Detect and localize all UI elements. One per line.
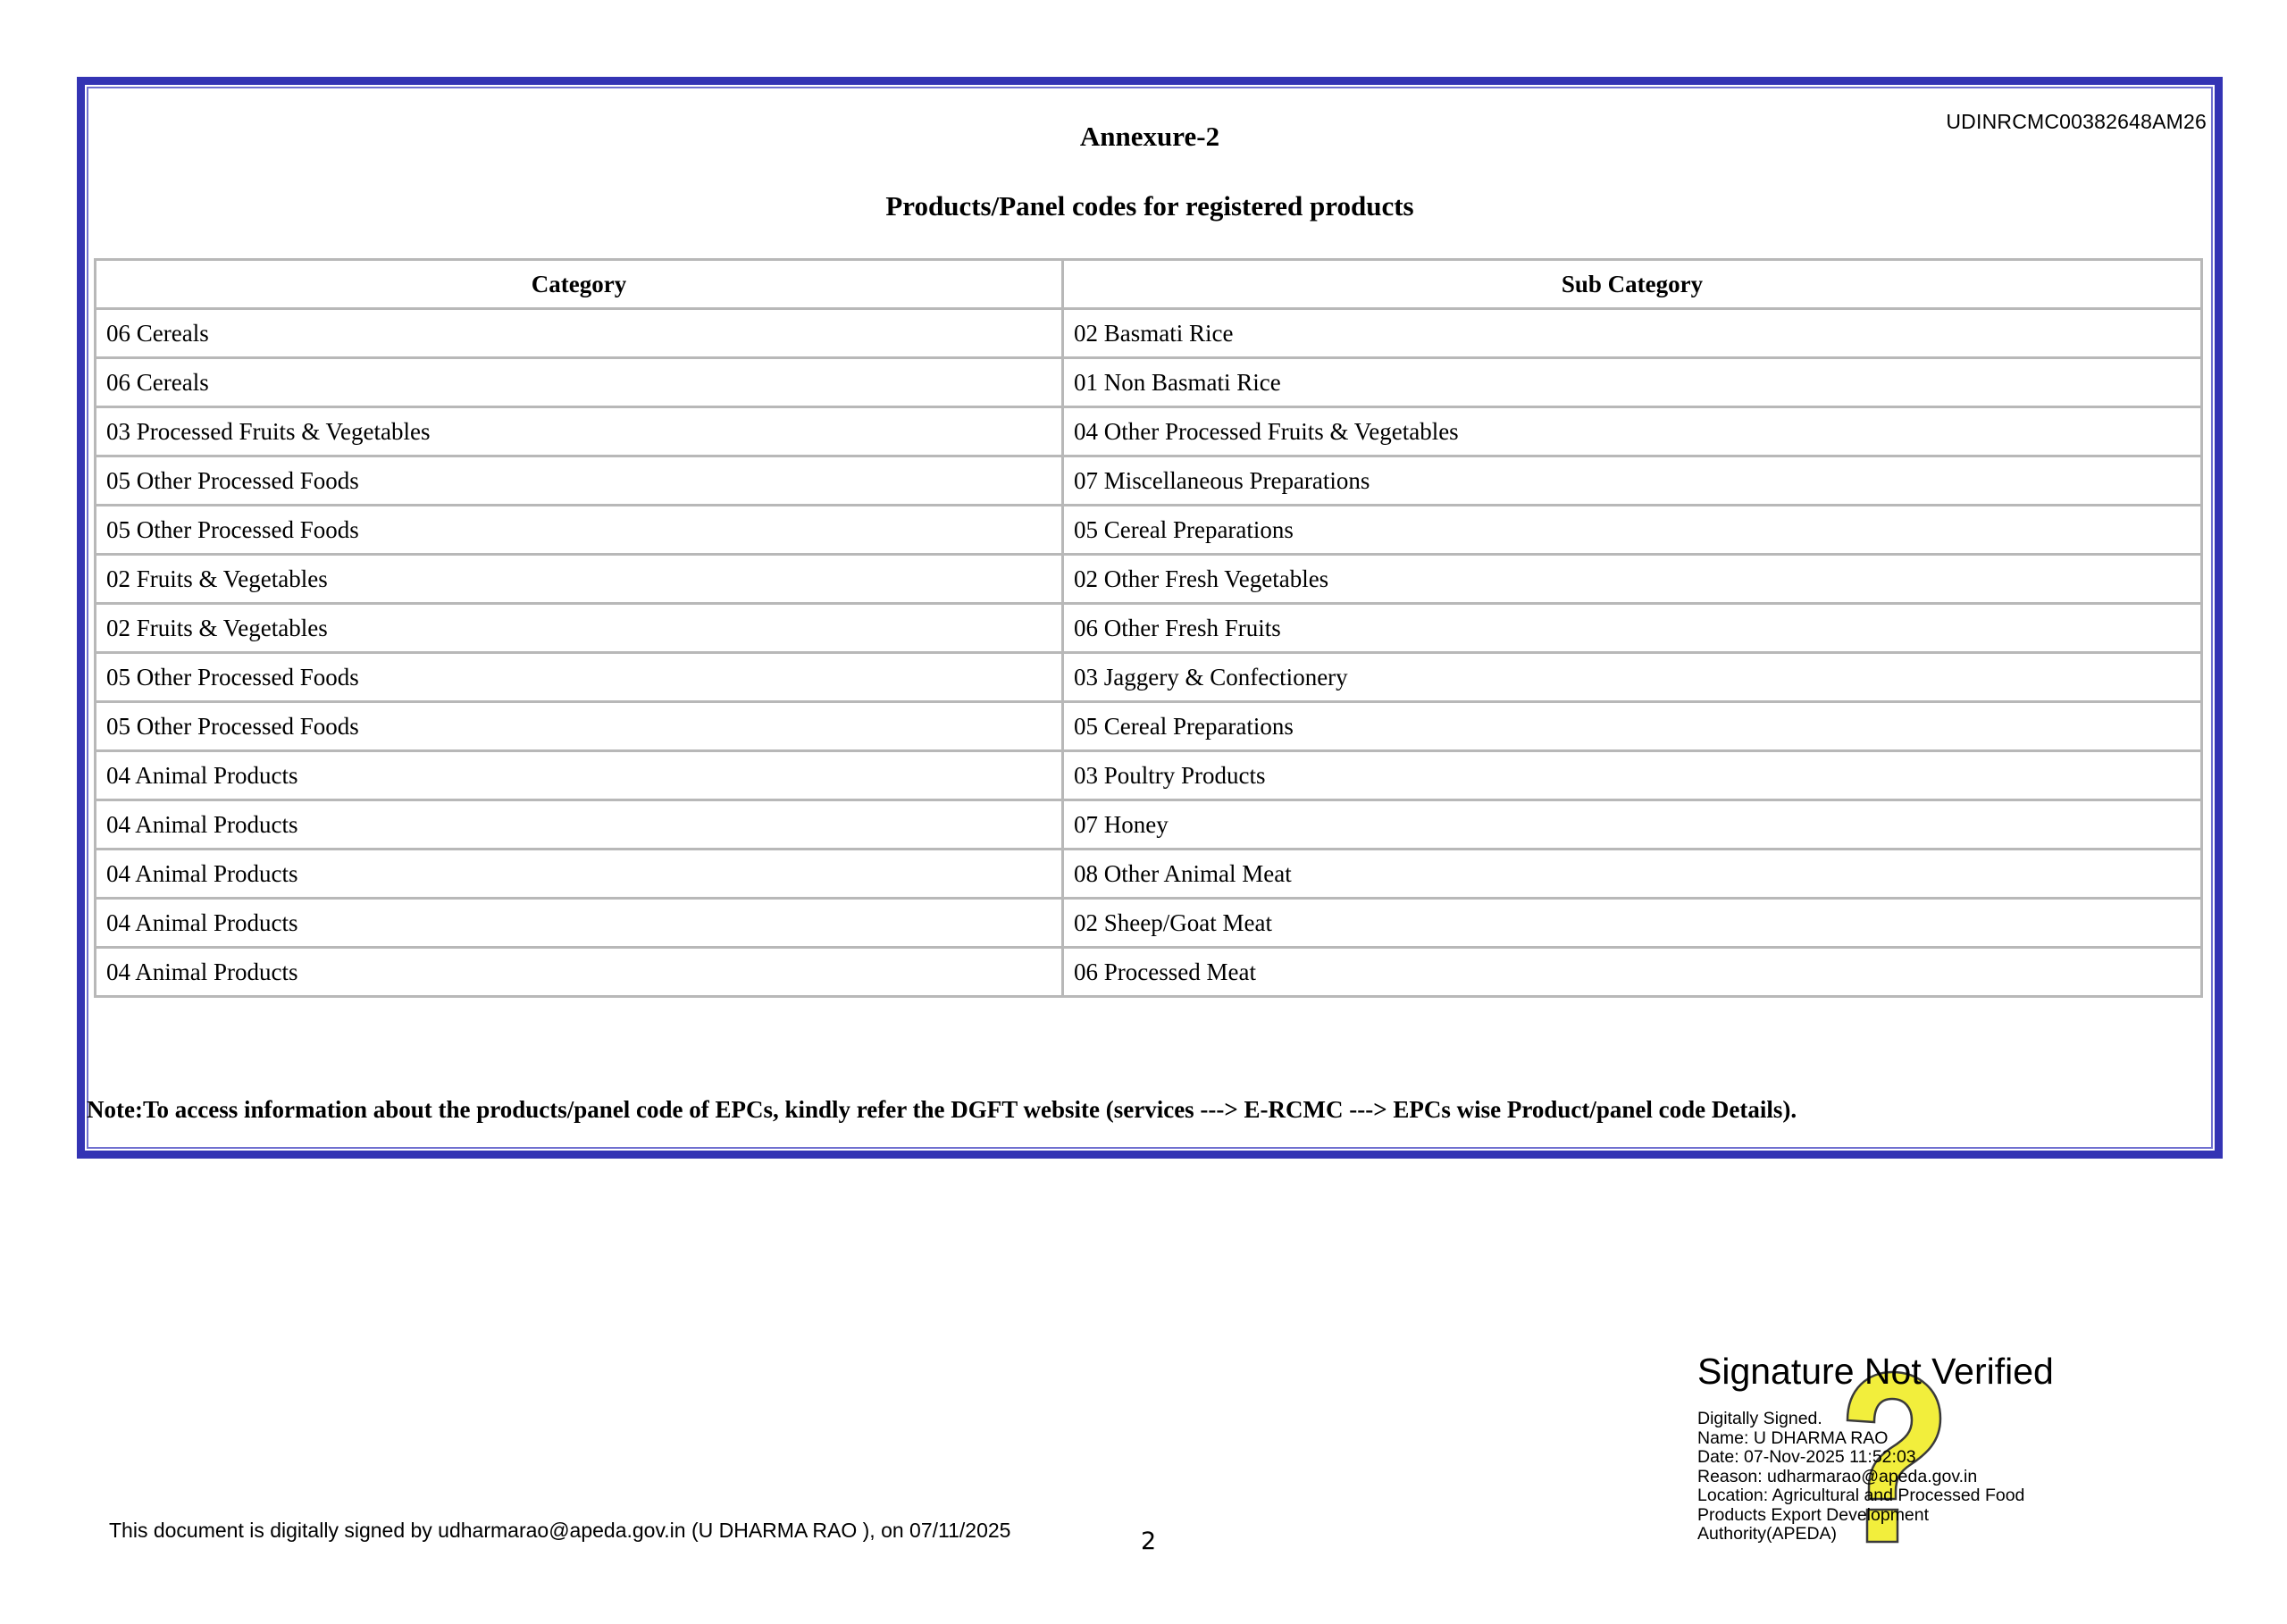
sub-category-cell: 06 Processed Meat xyxy=(1063,948,2202,997)
category-cell: 02 Fruits & Vegetables xyxy=(96,555,1063,604)
signature-status: Signature Not Verified xyxy=(1697,1351,2054,1392)
table-header-row xyxy=(96,260,2202,309)
signature-detail-line: Name: U DHARMA RAO xyxy=(1697,1427,1889,1448)
sub-category-cell: 06 Other Fresh Fruits xyxy=(1063,604,2202,653)
table-row xyxy=(96,358,2202,407)
category-cell: 04 Animal Products xyxy=(96,899,1063,948)
table-row xyxy=(96,751,2202,800)
signature-details xyxy=(1697,1410,2024,1544)
category-cell: 05 Other Processed Foods xyxy=(96,456,1063,506)
category-cell: 04 Animal Products xyxy=(96,948,1063,997)
sub-category-cell: 03 Poultry Products xyxy=(1063,751,2202,800)
signature-detail-line: Authority(APEDA) xyxy=(1697,1524,1838,1544)
table-row xyxy=(96,506,2202,555)
header-category: Category xyxy=(96,260,1063,309)
category-cell: 04 Animal Products xyxy=(96,751,1063,800)
category-cell: 04 Animal Products xyxy=(96,800,1063,850)
sub-category-cell: 04 Other Processed Fruits & Vegetables xyxy=(1063,407,2202,456)
table-row xyxy=(96,800,2202,850)
category-cell: 06 Cereals xyxy=(96,358,1063,407)
header-sub-category: Sub Category xyxy=(1063,260,2202,309)
category-cell: 06 Cereals xyxy=(96,309,1063,358)
product-codes-table xyxy=(94,258,2203,998)
signature-detail-line: Reason: udharmarao@apeda.gov.in xyxy=(1697,1466,1978,1486)
dgft-note: Note:To access information about the products/panel code of EPCs, kindly refer the DGFT website (services ---> E-RCMC ---> EPCs wise Product/panel code Details). xyxy=(87,1096,1797,1123)
sub-category-cell: 08 Other Animal Meat xyxy=(1063,850,2202,899)
signature-detail-line: Digitally Signed. xyxy=(1697,1409,1822,1428)
page-title: Annexure-2 xyxy=(1079,121,1220,152)
category-cell: 04 Animal Products xyxy=(96,850,1063,899)
sub-category-cell: 07 Honey xyxy=(1063,800,2202,850)
table-row xyxy=(96,653,2202,702)
sub-category-cell: 05 Cereal Preparations xyxy=(1063,506,2202,555)
table-row xyxy=(96,948,2202,997)
page-number: 2 xyxy=(1141,1528,1157,1555)
category-cell: 05 Other Processed Foods xyxy=(96,702,1063,751)
sub-category-cell: 05 Cereal Preparations xyxy=(1063,702,2202,751)
sub-category-cell: 03 Jaggery & Confectionery xyxy=(1063,653,2202,702)
category-cell: 05 Other Processed Foods xyxy=(96,506,1063,555)
category-cell: 05 Other Processed Foods xyxy=(96,653,1063,702)
sub-category-cell: 02 Basmati Rice xyxy=(1063,309,2202,358)
table-body xyxy=(96,309,2202,997)
signature-detail-line: Date: 07-Nov-2025 11:52:03 xyxy=(1697,1447,1916,1467)
category-cell: 02 Fruits & Vegetables xyxy=(96,604,1063,653)
category-cell: 03 Processed Fruits & Vegetables xyxy=(96,407,1063,456)
signature-detail-line: Products Export Development xyxy=(1697,1504,1930,1525)
page-subtitle: Products/Panel codes for registered products xyxy=(885,190,1414,222)
sub-category-cell: 01 Non Basmati Rice xyxy=(1063,358,2202,407)
table-row xyxy=(96,899,2202,948)
signature-block xyxy=(1697,1351,2198,1556)
udin-number: UDINRCMC00382648AM26 xyxy=(1946,110,2207,133)
digital-signature-footer: This document is digitally signed by udharmarao@apeda.gov.in (U DHARMA RAO ), on 07/11/2025 xyxy=(109,1519,1011,1542)
table-row xyxy=(96,604,2202,653)
sub-category-cell: 07 Miscellaneous Preparations xyxy=(1063,456,2202,506)
signature-detail-line: Location: Agricultural and Processed Food xyxy=(1697,1486,2025,1505)
sub-category-cell: 02 Sheep/Goat Meat xyxy=(1063,899,2202,948)
sub-category-cell: 02 Other Fresh Vegetables xyxy=(1063,555,2202,604)
table-row xyxy=(96,555,2202,604)
table-row xyxy=(96,850,2202,899)
table-row xyxy=(96,456,2202,506)
table-row xyxy=(96,309,2202,358)
annexure-frame xyxy=(77,77,2223,1159)
table-row xyxy=(96,702,2202,751)
table-row xyxy=(96,407,2202,456)
